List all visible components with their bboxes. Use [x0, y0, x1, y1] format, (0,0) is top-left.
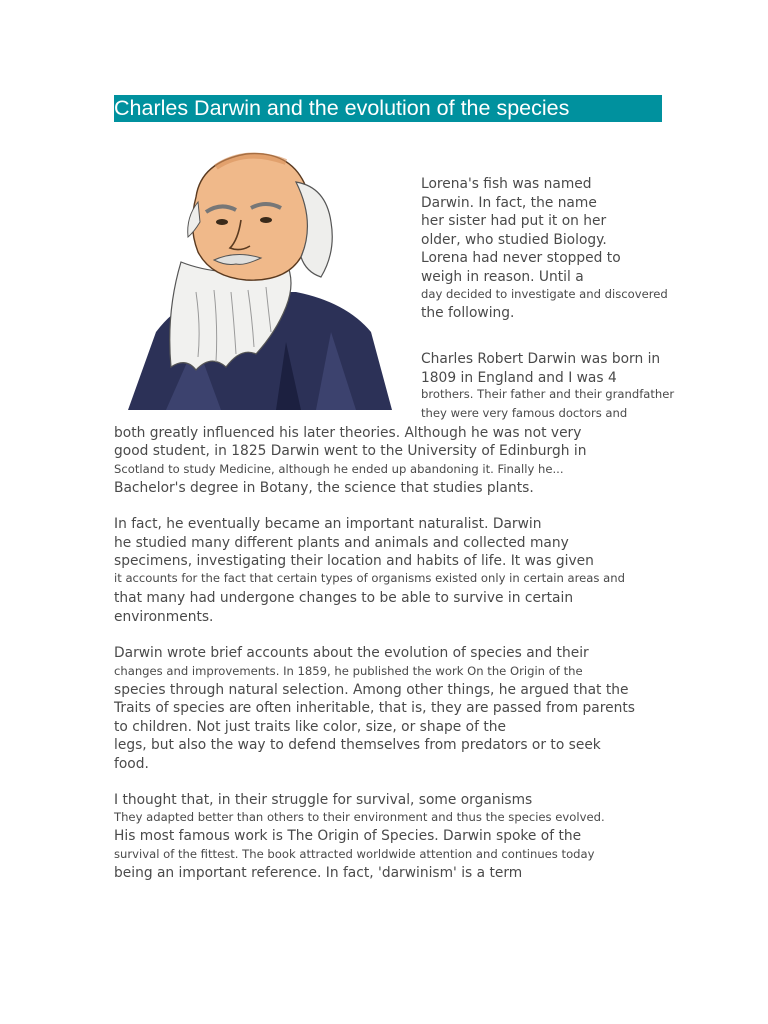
text-line: In fact, he eventually became an important naturalist. Darwin: [114, 516, 542, 532]
text-line: it accounts for the fact that certain types of organisms existed only in certain areas and: [114, 571, 625, 585]
text-line: to children. Not just traits like color, size, or shape of the: [114, 719, 506, 735]
text-line: Bachelor's degree in Botany, the science that studies plants.: [114, 480, 534, 496]
text-line: His most famous work is The Origin of Species. Darwin spoke of the: [114, 828, 582, 844]
text-line: Darwin wrote brief accounts about the evolution of species and their: [114, 645, 589, 661]
text-line: legs, but also the way to defend themselves from predators or to seek: [114, 737, 601, 753]
text-line: both greatly influenced his later theories. Although he was not very: [114, 425, 582, 441]
text-line: that many had undergone changes to be able to survive in certain: [114, 590, 574, 606]
text-line: good student, in 1825 Darwin went to the University of Edinburgh in: [114, 443, 587, 459]
text-line: Traits of species are often inheritable, that is, they are passed from parents: [114, 700, 635, 716]
text-line: environments.: [114, 609, 214, 625]
text-line: brothers. Their father and their grandfather: [421, 387, 675, 401]
text-line: changes and improvements. In 1859, he published the work On the Origin of the: [114, 664, 583, 678]
text-line: Darwin. In fact, the name: [421, 195, 597, 211]
text-line: Charles Robert Darwin was born in: [421, 351, 661, 367]
page-title: Charles Darwin and the evolution of the species: [114, 95, 662, 122]
text-line: specimens, investigating their location and habits of life. It was given: [114, 553, 594, 569]
text-line: the following.: [421, 305, 515, 321]
text-line: being an important reference. In fact, 'darwinism' is a term: [114, 865, 523, 881]
text-line: species through natural selection. Among other things, he argued that the: [114, 682, 629, 698]
text-line: weigh in reason. Until a: [421, 269, 584, 285]
text-line: Lorena's fish was named: [421, 176, 592, 192]
text-line: day decided to investigate and discovered: [421, 287, 668, 301]
text-line: he studied many different plants and animals and collected many: [114, 535, 569, 551]
darwin-portrait-icon: [126, 142, 394, 412]
text-line: They adapted better than others to their environment and thus the species evolved.: [114, 810, 605, 824]
text-line: food.: [114, 756, 149, 772]
text-line: her sister had put it on her: [421, 213, 607, 229]
text-line: Lorena had never stopped to: [421, 250, 621, 266]
text-line: 1809 in England and I was 4: [421, 370, 617, 386]
text-line: I thought that, in their struggle for survival, some organisms: [114, 792, 533, 808]
text-line: Scotland to study Medicine, although he ended up abandoning it. Finally he...: [114, 462, 564, 476]
text-line: older, who studied Biology.: [421, 232, 607, 248]
text-line: they were very famous doctors and: [421, 406, 628, 420]
text-line: survival of the fittest. The book attracted worldwide attention and continues today: [114, 847, 595, 861]
